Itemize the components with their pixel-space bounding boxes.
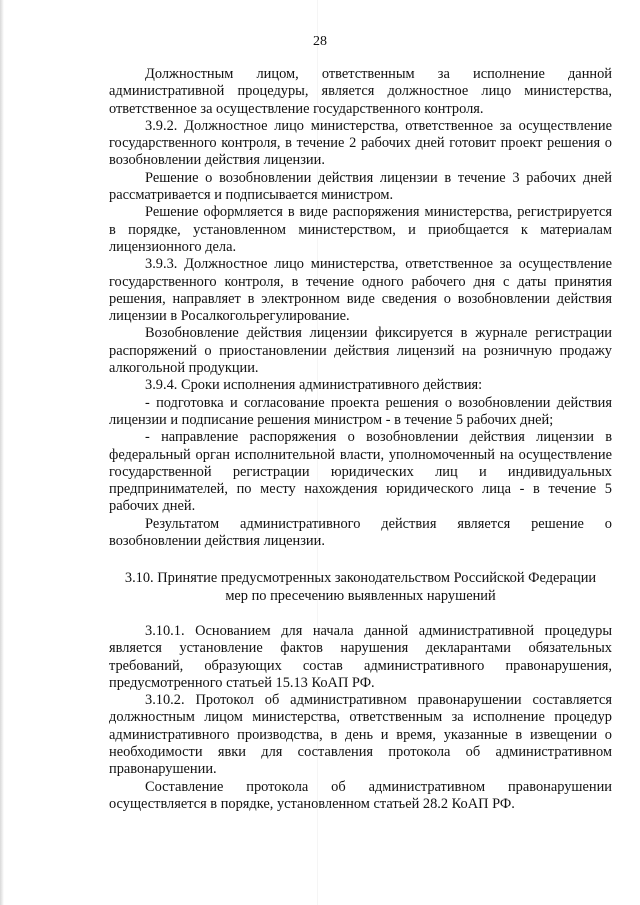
paragraph: 3.9.2. Должностное лицо министерства, ответственное за осуществление государственного контроля, в течение 2 рабочих дней готовит проект решения о возобновлении действия лицензии. <box>109 117 612 169</box>
paragraph: Составление протокола об административном правонарушении осуществляется в порядке, установленном статьей 28.2 КоАП РФ. <box>109 778 612 812</box>
scan-edge <box>0 0 4 905</box>
paragraph: Возобновление действия лицензии фиксируется в журнале регистрации распоряжений о приостановлении действия лицензий на розничную продажу алкогольной продукции. <box>109 325 612 377</box>
paragraph: Решение о возобновлении действия лицензии в течение 3 рабочих дней рассматривается и подписывается министром. <box>109 169 612 204</box>
list-item: - подготовка и согласование проекта решения о возобновлении действия лицензии и подписание решения министром - в течение 5 рабочих дней; <box>109 394 612 428</box>
section-heading <box>109 570 612 605</box>
list-item: - направление распоряжения о возобновлении действия лицензии в федеральный орган исполнительной власти, уполномоченный на осуществление государственной регистрации юридических лиц и индивидуальных предпринимателей, по месту нахождения юридического лица - в течение 5 рабочих дней. <box>109 429 612 515</box>
paragraph: 3.9.3. Должностное лицо министерства, ответственное за осуществление государственного контроля, в течение одного рабочего дня с даты принятия решения, направляет в электронном виде сведения о возобновлении действия лицензии в Росалкогольрегулирование. <box>109 256 612 325</box>
paragraph: 3.10.2. Протокол об административном правонарушении составляется должностным лицом министерства, ответственным за исполнение процедур административного производства, в день и время, указанные в извещении о необходимости явки для составления протокола об административном правонарушении. <box>109 692 612 778</box>
section-heading-line: 3.10. Принятие предусмотренных законодательством Российской Федерации <box>124 570 597 587</box>
paragraph: Решение оформляется в виде распоряжения министерства, регистрируется в порядке, установленном министерством, и приобщается к материалам лицензионного дела. <box>109 204 612 255</box>
section-heading-line: мер по пресечению выявленных нарушений <box>225 587 496 604</box>
paragraph: 3.10.1. Основанием для начала данной административной процедуры является установление фактов нарушения декларантами обязательных требований, образующих состав административного правонарушения, предусмотренного статьей 15.13 КоАП РФ. <box>109 622 612 691</box>
paragraph: Результатом административного действия является решение о возобновлении действия лицензии. <box>109 515 612 550</box>
page-number: 28 <box>313 34 327 49</box>
document-body <box>109 66 612 813</box>
paragraph: 3.9.4. Сроки исполнения административного действия: <box>145 377 483 394</box>
paragraph: Должностным лицом, ответственным за исполнение данной административной процедуры, является должностное лицо министерства, ответственное за осуществление государственного контроля. <box>109 66 612 117</box>
